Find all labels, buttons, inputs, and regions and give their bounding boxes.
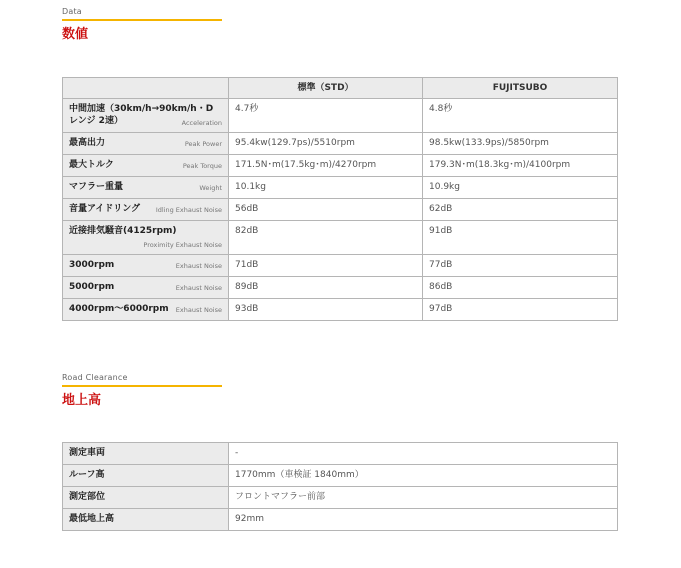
std-value: 89dB — [229, 277, 423, 299]
fujitsubo-value: 10.9kg — [423, 177, 618, 199]
header-blank — [63, 78, 229, 99]
data-section-divider — [62, 19, 222, 21]
std-value: 93dB — [229, 299, 423, 321]
row-value: 92mm — [229, 509, 618, 531]
row-value: フロントマフラー前部 — [229, 487, 618, 509]
row-label-jp: 4000rpm〜6000rpm — [69, 304, 169, 314]
row-label — [63, 155, 229, 177]
row-label-en: Weight — [199, 184, 222, 192]
road-clearance-table — [62, 442, 618, 531]
table-row — [63, 177, 618, 199]
table-row — [63, 443, 618, 465]
row-value: - — [229, 443, 618, 465]
fujitsubo-value: 97dB — [423, 299, 618, 321]
row-label: 測定部位 — [63, 487, 229, 509]
table-header-row — [63, 78, 618, 99]
table-row — [63, 133, 618, 155]
row-label-jp: マフラー重量 — [69, 182, 124, 192]
row-label-jp: 近接排気騒音(4125rpm) — [69, 226, 177, 236]
row-label — [63, 199, 229, 221]
row-label-en: Exhaust Noise — [175, 306, 222, 314]
row-label-en: Peak Power — [184, 140, 222, 148]
std-value: 56dB — [229, 199, 423, 221]
row-label — [63, 221, 229, 255]
row-label-jp: 3000rpm — [69, 260, 115, 270]
data-section-header — [62, 7, 222, 43]
row-label-jp: 音量アイドリング — [69, 204, 141, 214]
table-row — [63, 487, 618, 509]
table-row — [63, 221, 618, 255]
fujitsubo-value: 86dB — [423, 277, 618, 299]
data-section-eyebrow: Data — [62, 7, 82, 16]
row-label-en: Proximity Exhaust Noise — [143, 241, 222, 249]
row-label — [63, 299, 229, 321]
fujitsubo-value: 4.8秒 — [423, 99, 618, 133]
row-label-en: Peak Torque — [182, 162, 222, 170]
std-value: 95.4kw(129.7ps)/5510rpm — [229, 133, 423, 155]
performance-data-table — [62, 77, 618, 321]
row-label — [63, 99, 229, 133]
std-value: 71dB — [229, 255, 423, 277]
row-label — [63, 255, 229, 277]
table-row — [63, 299, 618, 321]
fujitsubo-value: 91dB — [423, 221, 618, 255]
data-section-title: 数値 — [62, 27, 89, 42]
row-label: ルーフ高 — [63, 465, 229, 487]
clearance-section-header — [62, 373, 222, 409]
row-label-en: Exhaust Noise — [175, 262, 222, 270]
row-label-en: Exhaust Noise — [175, 284, 222, 292]
table-row — [63, 509, 618, 531]
row-label-en: Idling Exhaust Noise — [155, 206, 222, 214]
row-label — [63, 277, 229, 299]
header-std: 標準（STD） — [229, 78, 423, 99]
fujitsubo-value: 179.3N･m(18.3kg･m)/4100rpm — [423, 155, 618, 177]
clearance-section-eyebrow: Road Clearance — [62, 373, 128, 382]
fujitsubo-value: 98.5kw(133.9ps)/5850rpm — [423, 133, 618, 155]
row-label-jp: 5000rpm — [69, 282, 115, 292]
row-label-jp: 最大トルク — [69, 160, 114, 170]
row-value: 1770mm（車検証 1840mm） — [229, 465, 618, 487]
clearance-section-divider — [62, 385, 222, 387]
clearance-section-title: 地上高 — [62, 393, 102, 408]
std-value: 10.1kg — [229, 177, 423, 199]
row-label-jp: 最高出力 — [69, 138, 106, 148]
row-label — [63, 133, 229, 155]
std-value: 4.7秒 — [229, 99, 423, 133]
std-value: 171.5N･m(17.5kg･m)/4270rpm — [229, 155, 423, 177]
table-row — [63, 465, 618, 487]
table-row — [63, 99, 618, 133]
table-row — [63, 255, 618, 277]
row-label-jp: 中間加速（30km/h→90km/h・Dレンジ 2速） — [69, 104, 214, 126]
table-row — [63, 155, 618, 177]
header-fujitsubo: FUJITSUBO — [423, 78, 618, 99]
std-value: 82dB — [229, 221, 423, 255]
row-label: 測定車両 — [63, 443, 229, 465]
table-row — [63, 199, 618, 221]
row-label: 最低地上高 — [63, 509, 229, 531]
row-label — [63, 177, 229, 199]
table-row — [63, 277, 618, 299]
row-label-en: Acceleration — [181, 119, 222, 127]
fujitsubo-value: 77dB — [423, 255, 618, 277]
fujitsubo-value: 62dB — [423, 199, 618, 221]
